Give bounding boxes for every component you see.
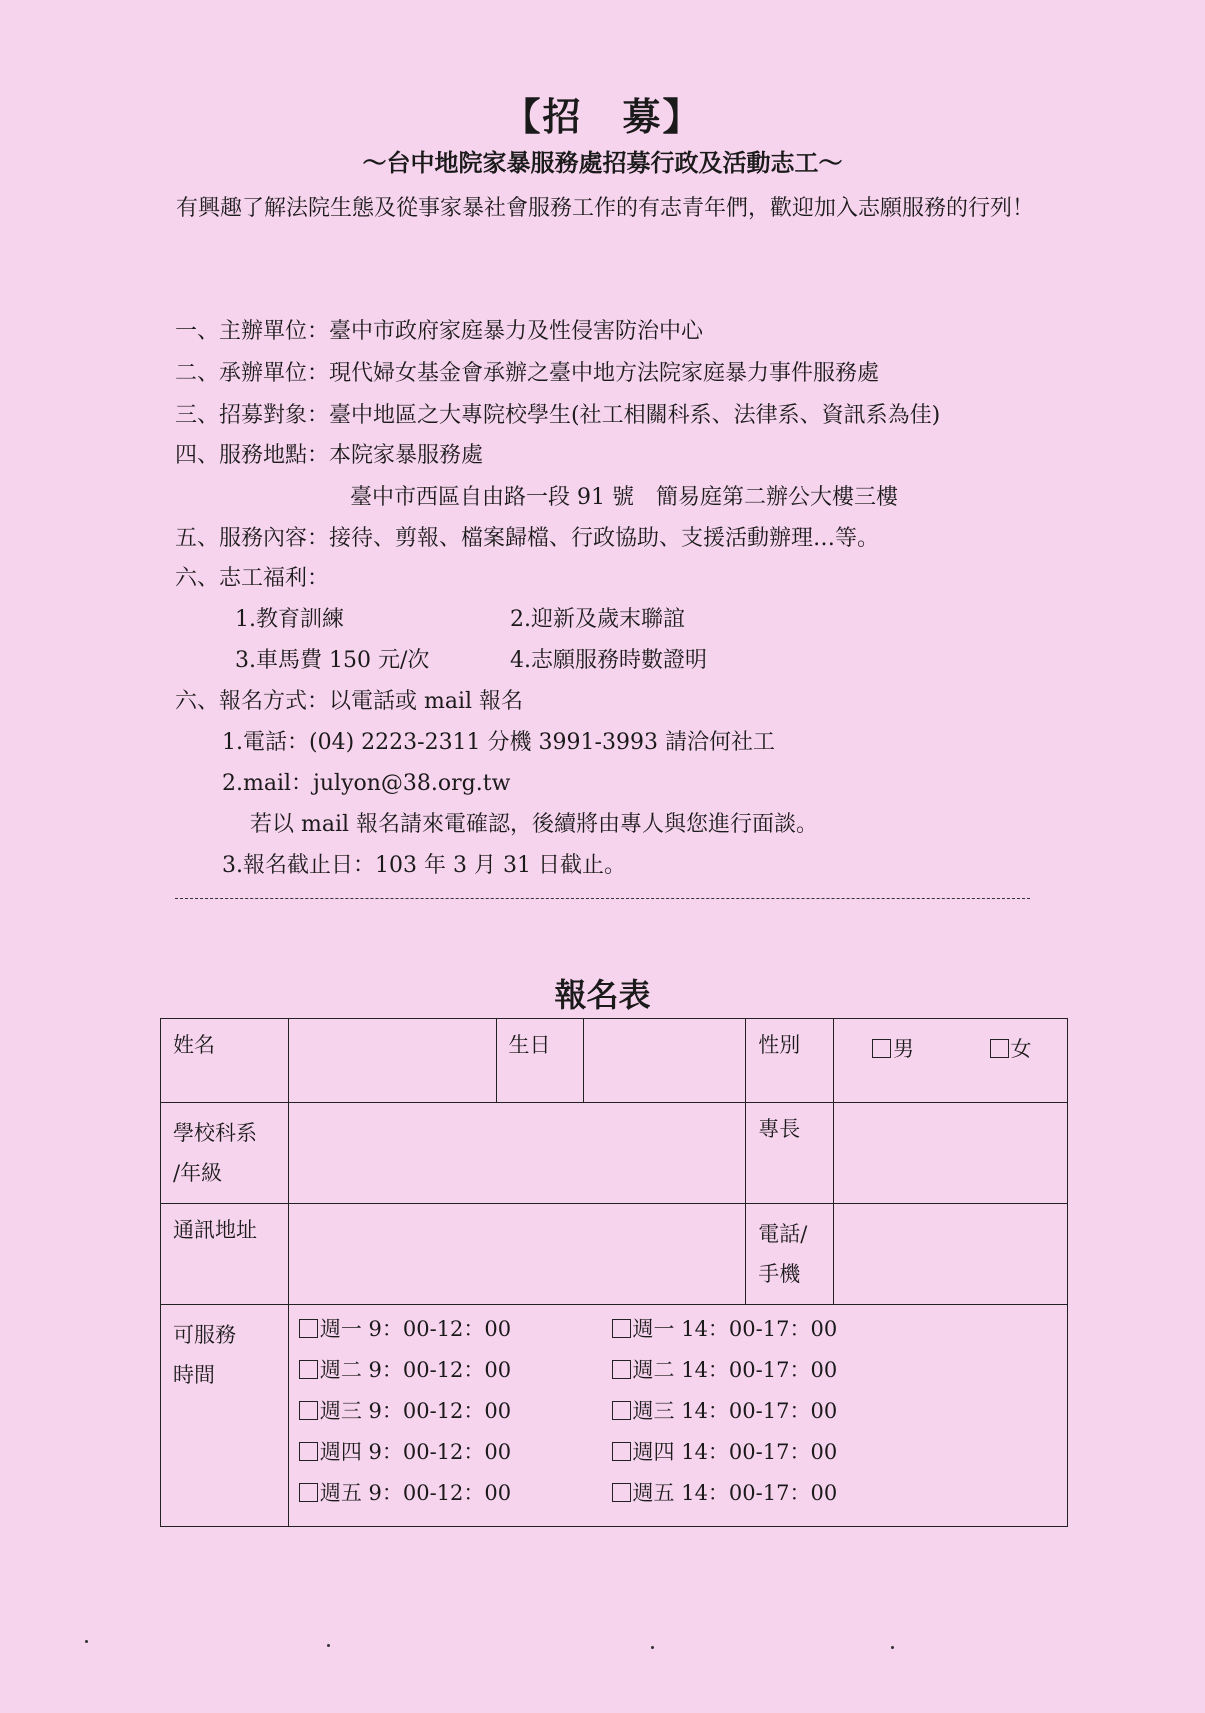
scan-speck (85, 1640, 88, 1643)
address-line: 臺中市西區自由路一段 91 號 簡易庭第二辦公大樓三樓 (350, 485, 898, 510)
phone-label-line: 手機 (758, 1262, 801, 1286)
benefit-item: 2.迎新及歲末聯誼 (510, 607, 685, 632)
phone-field[interactable] (834, 1204, 1068, 1305)
birthday-label: 生日 (496, 1019, 584, 1103)
wed-morning-checkbox[interactable] (299, 1401, 318, 1420)
mon-morning-checkbox[interactable] (299, 1319, 318, 1338)
signup-phone: 1.電話：(04) 2223-2311 分機 3991-3993 請洽何社工 (222, 730, 775, 755)
address-label: 通訊地址 (161, 1204, 289, 1305)
time-label (161, 1305, 289, 1527)
phone-label-line: 電話/ (758, 1222, 808, 1246)
school-label-line: /年級 (173, 1161, 223, 1185)
time-label-line: 時間 (173, 1363, 215, 1387)
tue-afternoon-checkbox[interactable] (612, 1360, 631, 1379)
signup-deadline: 3.報名截止日：103 年 3 月 31 日截止。 (222, 853, 626, 878)
time-slot (299, 1436, 605, 1477)
time-label-line: 可服務 (173, 1323, 236, 1347)
target-line: 三、招募對象：臺中地區之大專院校學生(社工相關科系、法律系、資訊系為佳) (175, 403, 941, 428)
fri-morning-checkbox[interactable] (299, 1483, 318, 1502)
name-field[interactable] (288, 1019, 496, 1103)
time-slot (612, 1395, 838, 1436)
time-slot (612, 1354, 838, 1395)
slot-label: 週一 14：00-17：00 (632, 1317, 838, 1341)
organizer-line: 一、主辦單位：臺中市政府家庭暴力及性侵害防治中心 (175, 319, 704, 344)
scan-speck (891, 1646, 894, 1649)
female-label: 女 (1010, 1037, 1032, 1061)
afternoon-slots (612, 1313, 838, 1518)
location-line: 四、服務地點：本院家暴服務處 (175, 443, 484, 468)
time-slot (299, 1477, 605, 1518)
slot-label: 週四 9：00-12：00 (319, 1440, 512, 1464)
specialty-field[interactable] (834, 1103, 1068, 1204)
wed-afternoon-checkbox[interactable] (612, 1401, 631, 1420)
school-label-line: 學校科系 (173, 1121, 257, 1145)
morning-slots (299, 1313, 605, 1518)
address-field[interactable] (288, 1204, 745, 1305)
benefit-item: 3.車馬費 150 元/次 (235, 648, 430, 673)
school-field[interactable] (288, 1103, 745, 1204)
male-label: 男 (893, 1037, 915, 1061)
form-title: 報名表 (554, 976, 651, 1014)
tue-morning-checkbox[interactable] (299, 1360, 318, 1379)
gender-label: 性別 (746, 1019, 834, 1103)
thu-morning-checkbox[interactable] (299, 1442, 318, 1461)
signup-title: 六、報名方式：以電話或 mail 報名 (175, 689, 524, 714)
page-subtitle: ～台中地院家暴服務處招募行政及活動志工～ (362, 148, 843, 177)
time-slot (299, 1313, 605, 1354)
cut-line-divider (175, 898, 1030, 899)
birthday-field[interactable] (584, 1019, 746, 1103)
gender-options (834, 1019, 1068, 1103)
slot-label: 週五 14：00-17：00 (632, 1481, 838, 1505)
specialty-label: 專長 (746, 1103, 834, 1204)
school-label (161, 1103, 289, 1204)
contractor-line: 二、承辦單位：現代婦女基金會承辦之臺中地方法院家庭暴力事件服務處 (175, 361, 880, 386)
time-slot (612, 1313, 838, 1354)
registration-form (160, 1018, 1068, 1527)
time-slot (299, 1395, 605, 1436)
content-line: 五、服務內容：接待、剪報、檔案歸檔、行政協助、支援活動辦理…等。 (175, 526, 880, 551)
time-slots (288, 1305, 1067, 1527)
slot-label: 週二 14：00-17：00 (632, 1358, 838, 1382)
thu-afternoon-checkbox[interactable] (612, 1442, 631, 1461)
slot-label: 週三 14：00-17：00 (632, 1399, 838, 1423)
slot-label: 週二 9：00-12：00 (319, 1358, 512, 1382)
slot-label: 週四 14：00-17：00 (632, 1440, 838, 1464)
scan-speck (651, 1646, 654, 1649)
time-slot (612, 1436, 838, 1477)
time-slot (612, 1477, 838, 1518)
benefits-title: 六、志工福利： (175, 566, 330, 591)
intro-text: 有興趣了解法院生態及從事家暴社會服務工作的有志青年們，歡迎加入志願服務的行列！ (175, 196, 1034, 221)
fri-afternoon-checkbox[interactable] (612, 1483, 631, 1502)
male-checkbox[interactable] (872, 1039, 891, 1058)
page-title: 【招 募】 (502, 94, 703, 139)
slot-label: 週三 9：00-12：00 (319, 1399, 512, 1423)
name-label: 姓名 (161, 1019, 289, 1103)
slot-label: 週一 9：00-12：00 (319, 1317, 512, 1341)
mon-afternoon-checkbox[interactable] (612, 1319, 631, 1338)
scan-speck (327, 1644, 330, 1647)
mail-note: 若以 mail 報名請來電確認，後續將由專人與您進行面談。 (250, 812, 819, 837)
signup-mail: 2.mail：julyon@38.org.tw (222, 771, 511, 796)
benefit-item: 1.教育訓練 (235, 607, 344, 632)
phone-label (746, 1204, 834, 1305)
time-slot (299, 1354, 605, 1395)
benefit-item: 4.志願服務時數證明 (510, 648, 707, 673)
slot-label: 週五 9：00-12：00 (319, 1481, 512, 1505)
female-checkbox[interactable] (990, 1039, 1009, 1058)
